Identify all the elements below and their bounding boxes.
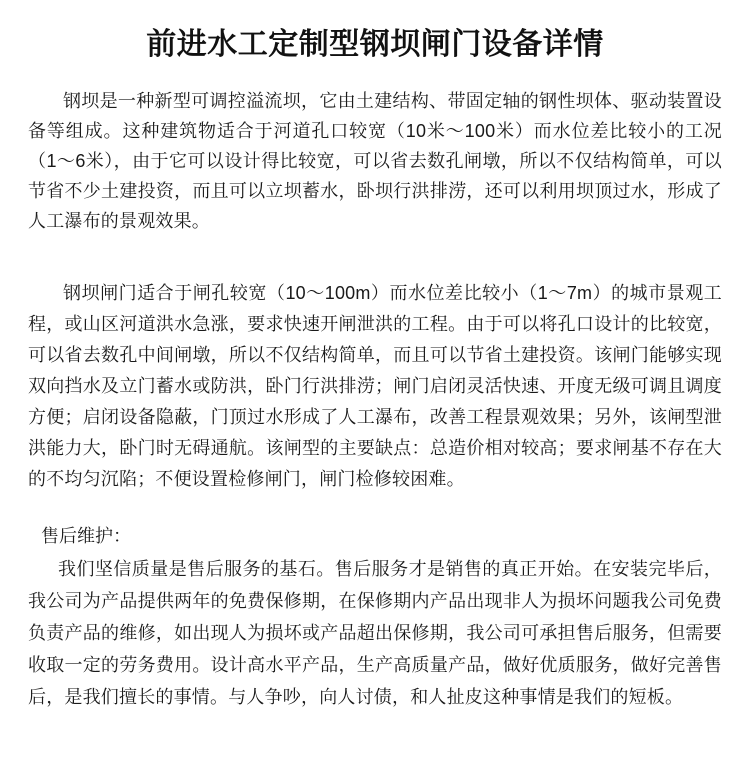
- page-title: 前进水工定制型钢坝闸门设备详情: [146, 28, 604, 61]
- intro-paragraph: 钢坝是一种新型可调控溢流坝，它由土建结构、带固定轴的钢性坝体、驱动装置设备等组成。这种建筑物适合于河道孔口较宽（10米～100米）而水位差比较小的工况（1～6米），由于它可以设计得比较宽，可以省去数孔闸墩，所以不仅结构简单，可以节省不少土建投资，而且可以立坝蓄水，卧坝行洪排涝，还可以利用坝顶过水，形成了人工瀑布的景观效果。: [28, 91, 722, 231]
- aftersales-paragraph: 我们坚信质量是售后服务的基石。售后服务才是销售的真正开始。在安装完毕后，我公司为产品提供两年的免费保修期，在保修期内产品出现非人为损坏问题我公司免费负责产品的维修，如出现人为损坏或产品超出保修期，我公司可承担售后服务，但需要收取一定的劳务费用。设计高水平产品，生产高质量产品，做好优质服务，做好完善售后，是我们擅长的事情。与人争吵，向人讨债，和人扯皮这种事情是我们的短板。: [28, 559, 722, 707]
- aftersales-heading: 售后维护：: [41, 526, 131, 546]
- features-paragraph: 钢坝闸门适合于闸孔较宽（10～100m）而水位差比较小（1～7m）的城市景观工程，或山区河道洪水急涨，要求快速开闸泄洪的工程。由于可以将孔口设计的比较宽，可以省去数孔中间闸墩，所以不仅结构简单，而且可以节省土建投资。该闸门能够实现双向挡水及立门蓄水或防洪，卧门行洪排涝；闸门启闭灵活快速、开度无级可调且调度方便；启闭设备隐蔽，门顶过水形成了人工瀑布，改善工程景观效果；另外，该闸型泄洪能力大，卧门时无碍通航。该闸型的主要缺点：总造价相对较高；要求闸基不存在大的不均匀沉陷；不便设置检修闸门，闸门检修较困难。: [28, 283, 722, 489]
- product-detail-page: [0, 26, 750, 776]
